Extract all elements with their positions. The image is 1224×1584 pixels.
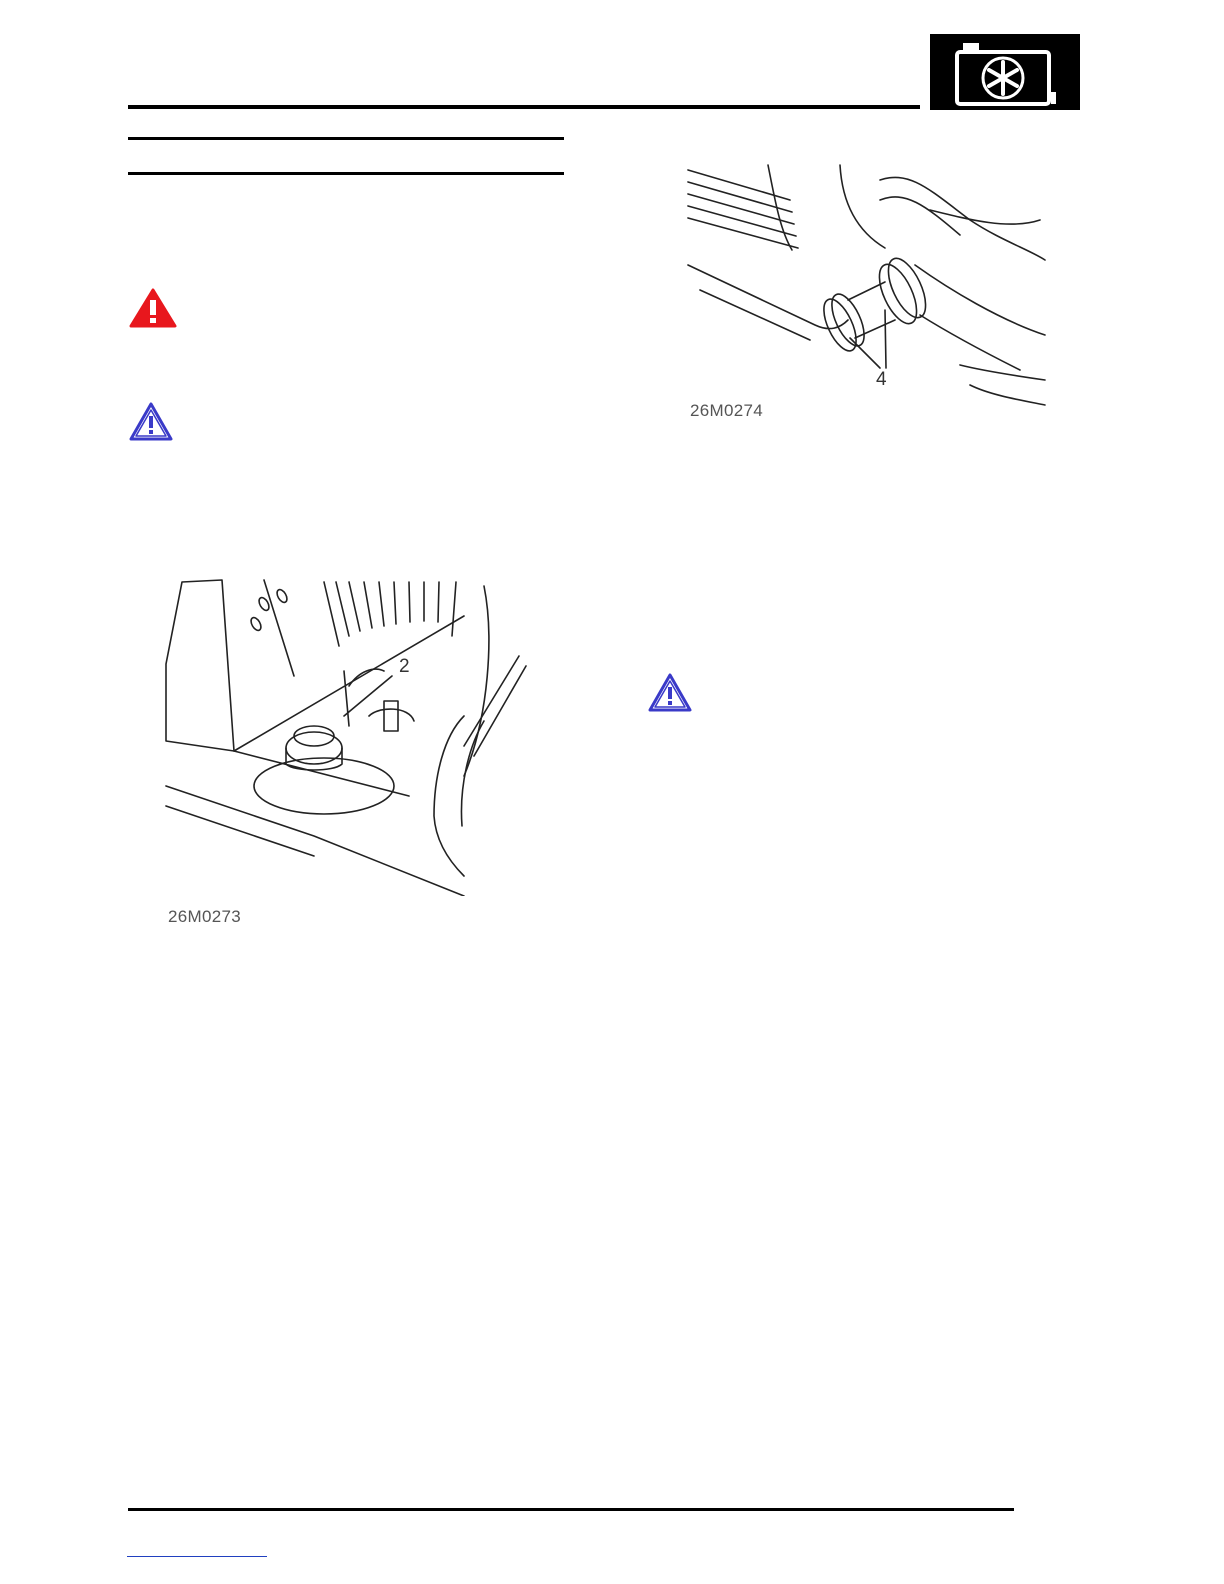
header-rule xyxy=(128,105,920,109)
figure-caption: 26M0274 xyxy=(690,401,763,420)
warning-icon xyxy=(128,287,178,329)
cooling-system-icon xyxy=(930,34,1080,110)
caution-icon xyxy=(647,672,693,714)
footer-rule xyxy=(128,1508,1014,1511)
figure-caption: 26M0273 xyxy=(168,907,241,926)
footer-link[interactable] xyxy=(127,1556,267,1557)
figure-callout: 2 xyxy=(399,656,410,677)
hose-clip-illustration xyxy=(680,160,1052,415)
figure-callout: 4 xyxy=(876,369,887,390)
title-rule-bottom xyxy=(128,172,564,175)
title-rule-top xyxy=(128,137,564,140)
expansion-tank-illustration xyxy=(164,576,528,896)
caution-icon xyxy=(128,401,174,443)
